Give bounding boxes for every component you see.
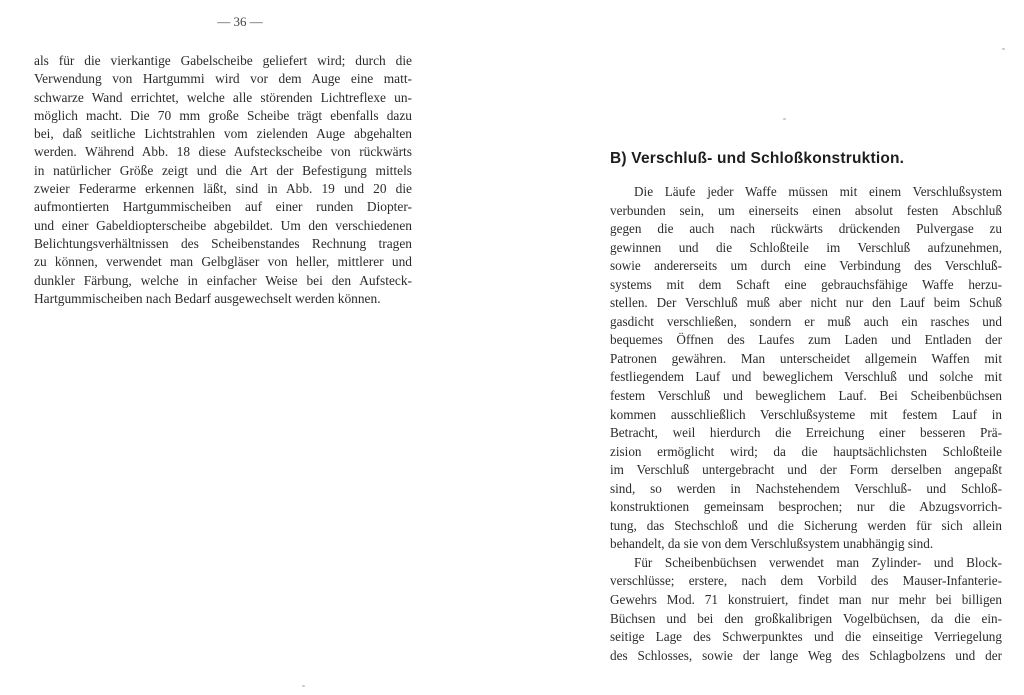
text-line: kommen ausschließlich Verschlußsysteme mit festem Lauf in	[610, 406, 1002, 422]
right-body	[610, 183, 1002, 665]
text-line: bei, daß seitliche Lichtstrahlen vom zielenden Auge abgehalten	[34, 126, 412, 142]
text-line: tung, das Stechschloß und die Sicherung werden für sich allein	[610, 517, 1002, 533]
text-line: aufmontierten Hartgummischeiben auf einer runden Diopter-	[34, 199, 412, 215]
text-line: Gewehrs Mod. 71 konstruiert, findet man nur mehr bei billigen	[610, 592, 1002, 608]
text-line: Hartgummischeiben nach Bedarf ausgewechselt werden können.	[34, 290, 381, 306]
text-line: Betracht, weil hierdurch die Erreichung einer besseren Prä-	[610, 425, 1002, 441]
text-line: sowie andererseits um durch eine Verbindung des Verschluß-	[610, 258, 1002, 274]
text-line: werden. Während Abb. 18 diese Aufsteckscheibe von rückwärts	[34, 144, 412, 160]
text-line: dunkler Färbung, welche in einfacher Weise bei den Aufsteck-	[34, 272, 412, 288]
text-line: festem Verschluß und beweglichem Lauf. Bei Scheibenbüchsen	[610, 388, 1002, 404]
left-paragraph	[34, 52, 412, 308]
right-page	[512, 0, 1024, 695]
page-number: — 36 —	[217, 14, 263, 29]
text-line: stellen. Der Verschluß muß aber nicht nur den Lauf beim Schuß	[610, 295, 1002, 311]
text-line: Die Läufe jeder Waffe müssen mit einem Verschlußsystem	[634, 184, 1002, 199]
text-line: zweier Federarme erkennen läßt, sind in Abb. 19 und 20 die	[34, 181, 412, 197]
text-line: bequemes Öffnen des Laufes zum Laden und Entladen der	[610, 332, 1002, 348]
speck	[783, 118, 786, 120]
text-line: gewinnen und die Schloßteile im Verschluß aufzunehmen,	[610, 239, 1002, 255]
text-line: Belichtungsverhältnissen des Scheibenstandes Rechnung tragen	[34, 235, 412, 251]
text-line: und einer Gabeldiopterscheibe abgebildet. Um den verschiedenen	[34, 217, 412, 233]
text-line: konstruktionen gemeinsam besprochen; nur die Abzugsvorrich-	[610, 499, 1002, 515]
text-line: in natürlicher Größe zeigt und die Art der Befestigung mittels	[34, 162, 412, 178]
text-line: des Schlosses, sowie der lange Weg des Schlagbolzens und der	[610, 647, 1002, 663]
text-line: schwarze Wand errichtet, welche alle störenden Lichtreflexe un-	[34, 89, 412, 105]
text-line: Patronen gewähren. Man unterscheidet allgemein Waffen mit	[610, 350, 1002, 366]
speck	[1002, 48, 1005, 50]
text-line: verschlüsse; erstere, nach dem Vorbild des Mauser-Infanterie-	[610, 573, 1002, 589]
text-line: seitige Lage des Schwerpunktes und die einseitige Verriegelung	[610, 629, 1002, 645]
text-line: als für die vierkantige Gabelscheibe geliefert wird; durch die	[34, 53, 412, 68]
text-line: möglich macht. Die 70 mm große Scheibe trägt ebenfalls dazu	[34, 107, 412, 123]
text-line: Verwendung von Hartgummi wird vor dem Auge eine matt-	[34, 71, 412, 87]
speck	[302, 685, 305, 687]
text-line: gasdicht verschließen, sondern er muß auch ein rasches und	[610, 313, 1002, 329]
text-line: Büchsen und bei den großkalibrigen Vogelbüchsen, da die ein-	[610, 610, 1002, 626]
text-line: behandelt, da sie von dem Verschlußsystem unabhängig sind.	[610, 536, 934, 552]
paragraph-2	[610, 554, 1002, 665]
text-line: gegen die auch nach rückwärts drückenden Pulvergase zu	[610, 221, 1002, 237]
text-line: festliegendem Lauf und beweglichem Verschluß und solche mit	[610, 369, 1002, 385]
text-line: zision ermöglicht wird; da die hauptsächlichsten Schloßteile	[610, 443, 1002, 459]
text-line: sind, so werden in Nachstehendem Verschluß- und Schloß-	[610, 480, 1002, 496]
text-line: systems mit dem Schaft eine gebrauchsfähige Waffe herzu-	[610, 276, 1002, 292]
text-line: zu können, verwendet man Gelbgläser von heller, mittlerer und	[34, 254, 412, 270]
section-heading: B) Verschluß- und Schloßkonstruktion.	[610, 150, 905, 167]
text-line: Für Scheibenbüchsen verwendet man Zylinder- und Block-	[634, 554, 1002, 570]
text-line: verbunden sein, um einerseits einen absolut festen Abschluß	[610, 202, 1002, 218]
paragraph-1	[610, 183, 1002, 554]
text-line: im Verschluß untergebracht und der Form derselben angepaßt	[610, 462, 1002, 478]
